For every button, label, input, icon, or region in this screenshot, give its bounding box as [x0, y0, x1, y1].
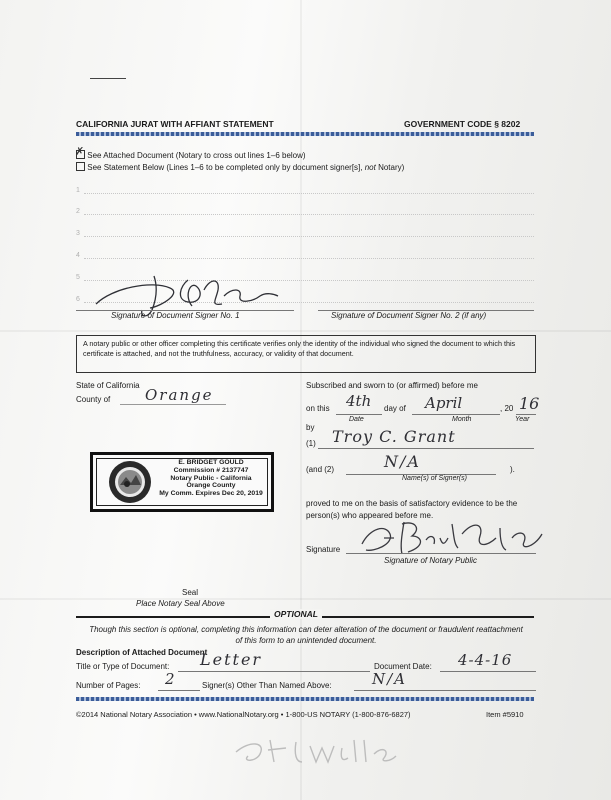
check-mark-icon: ✗ [75, 146, 85, 158]
option-statement-below[interactable] [76, 162, 404, 172]
fold-line [0, 598, 611, 600]
footer-copyright: ©2014 National Notary Association • www.NationalNotary.org • 1-800-US NOTARY (1-800-876-6827) [76, 710, 411, 719]
optional-heading: OPTIONAL [270, 609, 322, 619]
document-date-line [440, 671, 536, 672]
month-caption: Month [452, 416, 472, 423]
pages-line [158, 690, 200, 691]
year-prefix: , 20 [500, 404, 514, 413]
document-title-value[interactable]: Letter [200, 650, 263, 669]
seal-title: Notary Public - California [170, 474, 252, 482]
header-band [76, 132, 534, 136]
county-label: County of [76, 395, 111, 404]
notary-signature [356, 514, 546, 562]
day-of-label: day of [384, 404, 406, 413]
description-heading: Description of Attached Document [76, 648, 208, 657]
signer-1-label: Signature of Document Signer No. 1 [111, 311, 240, 320]
month-line [412, 414, 500, 415]
seal-text [159, 459, 263, 498]
government-code: GOVERNMENT CODE § 8202 [404, 119, 521, 129]
document-date-value[interactable]: 4-4-16 [458, 651, 513, 669]
document-title-line [178, 671, 370, 672]
year-caption: Year [515, 416, 530, 423]
other-signers-label: Signer(s) Other Than Named Above: [202, 681, 332, 690]
seal-expires: My Comm. Expires Dec 20, 2019 [159, 490, 263, 498]
pen-mark [90, 78, 126, 79]
option-statement-label-prefix: See Statement Below (Lines 1–6 to be completed only by document signer[s], [87, 163, 365, 172]
bleed-through-signature [230, 732, 400, 772]
pages-value[interactable]: 2 [165, 670, 175, 688]
day-line [336, 414, 382, 415]
document-date-label: Document Date: [374, 662, 432, 671]
other-signers-line [354, 690, 536, 691]
seal-county: Orange County [186, 482, 236, 490]
signer-2-label: Signature of Document Signer No. 2 (if any) [331, 311, 487, 320]
county-line [120, 404, 226, 405]
names-caption: Name(s) of Signer(s) [402, 475, 467, 482]
option-attached-label: See Attached Document (Notary to cross out lines 1–6 below) [87, 151, 306, 160]
date-caption: Date [349, 416, 364, 423]
year-value[interactable]: 16 [519, 394, 540, 413]
signer-1-number: (1) [306, 439, 316, 448]
document-title-label: Title or Type of Document: [76, 662, 170, 671]
seal-caption: Seal [182, 588, 199, 597]
fold-line [0, 330, 611, 332]
signer-2-number: (and (2) [306, 465, 335, 474]
notice-box [76, 335, 536, 373]
pages-label: Number of Pages: [76, 681, 141, 690]
state-seal-icon [107, 459, 153, 505]
day-value[interactable]: 4th [346, 392, 372, 410]
signer-2-name[interactable]: N/A [384, 452, 421, 471]
option-statement-label-suffix: Notary) [375, 163, 405, 172]
county-value[interactable]: Orange [145, 386, 214, 404]
notary-signature-line [346, 553, 536, 554]
other-signers-value[interactable]: N/A [372, 670, 408, 688]
checkbox-attached[interactable] [75, 146, 85, 159]
notary-seal-stamp [90, 452, 274, 512]
optional-text: Though this section is optional, completing this information can deter alteration of the document or fraudulent reattachment of this form to an unintended document. [89, 625, 523, 645]
form-title: CALIFORNIA JURAT WITH AFFIANT STATEMENT [76, 119, 274, 129]
month-value[interactable]: April [425, 394, 463, 412]
option-attached-document[interactable] [75, 146, 306, 160]
notary-signature-caption: Signature of Notary Public [384, 556, 477, 565]
state-label: State of California [76, 381, 140, 390]
on-this-label: on this [306, 404, 330, 413]
jurat-intro: Subscribed and sworn to (or affirmed) before me [306, 381, 478, 390]
seal-name: E. BRIDGET GOULD [178, 459, 244, 466]
signer-1-name-line [318, 448, 534, 449]
fold-line [300, 0, 302, 800]
seal-commission: Commission # 2137747 [173, 466, 249, 474]
by-label: by [306, 423, 315, 432]
signer-1-name[interactable]: Troy C. Grant [332, 427, 456, 446]
checkbox-statement[interactable] [76, 162, 85, 171]
signature-label: Signature [306, 545, 341, 554]
notice-text: A notary public or other officer completing this certificate verifies only the identity of the individual who signed the document to which this certificate is attached, and not the truthfulness, accuracy, or validity of that document. [83, 339, 516, 358]
signer-2-close: ). [510, 465, 515, 474]
year-line [516, 414, 536, 415]
proved-text: proved to me on the basis of satisfactory evidence to be the person(s) who appeared before me. [306, 499, 518, 520]
notary-form-page: CALIFORNIA JURAT WITH AFFIANT STATEMENT GOVERNMENT CODE § 8202 ✗ See Attached Document (Notary to cross out lines 1–6 below) See Statement Below (Lines 1–6 to be completed only by document signer[s], not Notary) 1 2 3 4 5 6 Signature of Document Signer No. 1 Signature of Document Signer No. 2 (if any) A notary public or other officer completing this certificate verifies only the identity of the individual who signed the document to which this certificate is attached, and not the truthfulness, accuracy, or validity of that document. State of California County of Orange Subscribed and sworn to (or affirmed) before me on this 4th day of April , 20 16 Date Month Year by (1) Troy C. Grant (and (2) N/A ). Name(s) of Signer(s) proved to me on the basis of satisfactory evidence to be the person(s) who appeared before me. Signature Signature of Notary Public E. BRIDGET GOULD Commission # 2137747 Notary Public - California Orange County My Comm. Expires Dec 20, 2019 Seal Place Notary Seal Above OPTIONAL Though this section is optional, completing this information can deter alteration of the document or fraudulent reattachment of this form to an unintended document. Description of Attached Document Title or Type of Document: Letter Document Date: 4-4-16 Number of Pages: 2 Signer(s) Other Than Named Above: N/A ©2014 National Notary Association • www.NationalNotary.org • 1-800-US NOTARY (1-800-876-6827) Item #5910 [0, 0, 611, 800]
seal-instruction: Place Notary Seal Above [136, 599, 225, 608]
footer-item-number: Item #5910 [486, 710, 524, 719]
option-statement-label-italic: not [364, 163, 376, 172]
footer-band [76, 697, 534, 701]
